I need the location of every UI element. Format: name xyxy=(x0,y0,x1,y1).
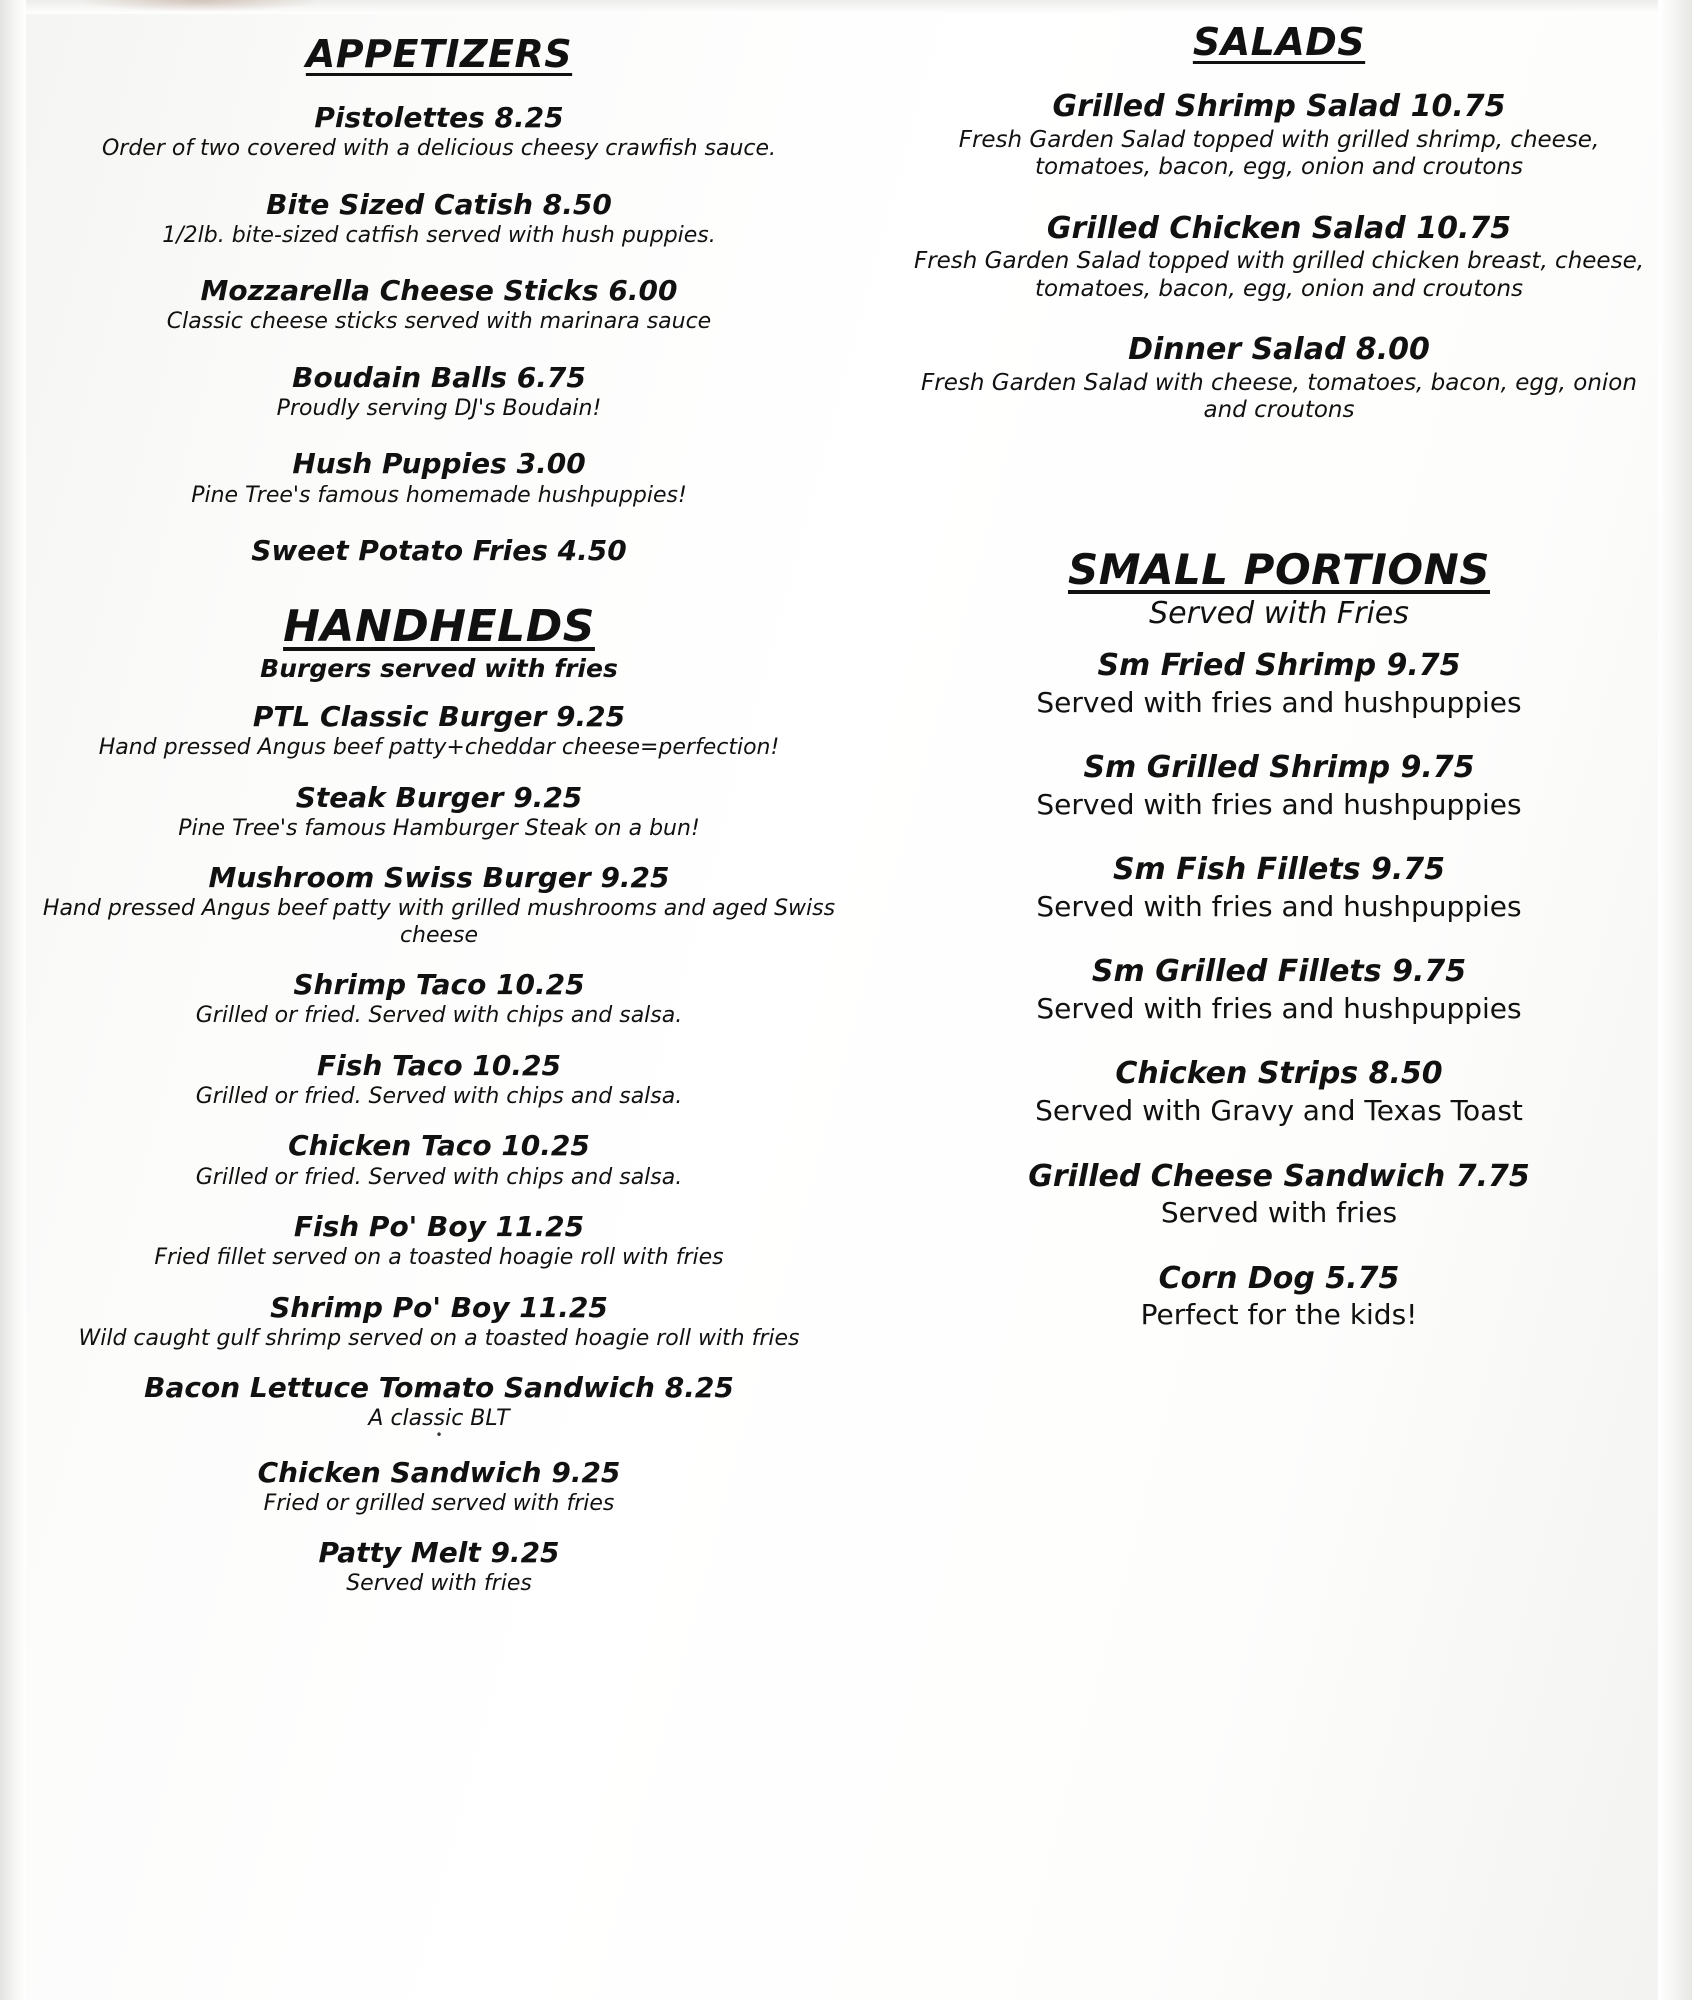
item-description: Served with fries xyxy=(346,1571,532,1597)
menu-item xyxy=(906,1057,1652,1127)
item-description: Fried fillet served on a toasted hoagie roll with fries xyxy=(154,1245,724,1271)
item-name: Mozzarella Cheese Sticks 6.00 xyxy=(200,274,678,308)
item-description: Fried or grilled served with fries xyxy=(263,1490,615,1516)
menu-item xyxy=(906,1262,1652,1332)
menu-item xyxy=(36,782,842,843)
menu-item xyxy=(36,448,842,509)
item-description: Hand pressed Angus beef patty+cheddar cheese=perfection! xyxy=(98,735,780,761)
menu-item xyxy=(906,90,1652,182)
item-description: Grilled or fried. Served with chips and salsa. xyxy=(195,1083,683,1109)
item-name: Chicken Sandwich 9.25 xyxy=(257,1455,621,1489)
item-name: Bite Sized Catish 8.50 xyxy=(266,187,612,221)
menu-item xyxy=(906,333,1652,425)
menu-item xyxy=(906,751,1652,821)
item-name: Shrimp Taco 10.25 xyxy=(293,968,585,1002)
menu-item xyxy=(906,853,1652,923)
menu-item xyxy=(36,1050,842,1111)
appetizers-heading: APPETIZERS xyxy=(305,32,573,76)
item-description: Pine Tree's famous Hamburger Steak on a bun! xyxy=(178,815,700,841)
menu-item xyxy=(906,212,1652,304)
item-description: Served with fries and hushpuppies xyxy=(1036,787,1522,821)
menu-item xyxy=(36,862,842,949)
item-name: Sm Grilled Fillets 9.75 xyxy=(1091,954,1467,990)
item-description: Classic cheese sticks served with marinara sauce xyxy=(166,309,712,335)
item-name: Sm Fried Shrimp 9.75 xyxy=(1097,648,1461,684)
item-description: Served with fries and hushpuppies xyxy=(1036,685,1522,719)
item-description: Grilled or fried. Served with chips and salsa. xyxy=(195,1003,683,1029)
item-name: Fish Po' Boy 11.25 xyxy=(293,1209,585,1243)
item-description: Order of two covered with a delicious cheesy crawfish sauce. xyxy=(101,136,777,162)
item-name: Steak Burger 9.25 xyxy=(295,780,583,814)
section-salads xyxy=(906,20,1652,425)
menu-item xyxy=(36,275,842,336)
item-name: Bacon Lettuce Tomato Sandwich 8.25 xyxy=(144,1371,734,1405)
item-description: Served with fries and hushpuppies xyxy=(1036,991,1522,1025)
item-name: Hush Puppies 3.00 xyxy=(292,447,586,481)
item-name: Grilled Shrimp Salad 10.75 xyxy=(1052,89,1506,124)
menu-item xyxy=(36,701,842,762)
small-portions-heading: SMALL PORTIONS xyxy=(1067,545,1491,595)
handhelds-subtitle: Burgers served with fries xyxy=(260,654,618,684)
menu-item xyxy=(906,649,1652,719)
handhelds-heading: HANDHELDS xyxy=(283,601,595,653)
item-name: Sm Grilled Shrimp 9.75 xyxy=(1083,750,1475,786)
item-name: Mushroom Swiss Burger 9.25 xyxy=(208,861,670,895)
item-description: Wild caught gulf shrimp served on a toasted hoagie roll with fries xyxy=(78,1325,800,1351)
item-description: Perfect for the kids! xyxy=(1140,1298,1418,1332)
menu-item xyxy=(36,1457,842,1518)
item-description: Served with fries xyxy=(1160,1196,1398,1230)
menu-item xyxy=(36,189,842,250)
item-description: Served with Gravy and Texas Toast xyxy=(1035,1093,1523,1127)
salads-heading: SALADS xyxy=(1192,20,1366,64)
menu-item xyxy=(36,535,842,567)
item-name: Corn Dog 5.75 xyxy=(1158,1260,1400,1296)
item-description: Grilled or fried. Served with chips and salsa. xyxy=(195,1164,683,1190)
menu-item xyxy=(36,1371,842,1442)
menu-item xyxy=(36,1537,842,1598)
item-name: Fish Taco 10.25 xyxy=(317,1048,561,1082)
item-description: Fresh Garden Salad topped with grilled chicken breast, cheese, tomatoes, bacon, egg, onion and croutons xyxy=(913,248,1645,302)
item-name: Sm Fish Fillets 9.75 xyxy=(1112,852,1446,888)
item-name: Boudain Balls 6.75 xyxy=(292,360,586,394)
item-description: Hand pressed Angus beef patty with grilled mushrooms and aged Swiss cheese xyxy=(42,896,836,948)
item-description: Proudly serving DJ's Boudain! xyxy=(276,395,602,421)
item-name: Pistolettes 8.25 xyxy=(314,101,564,134)
item-description: Served with fries and hushpuppies xyxy=(1036,889,1522,923)
right-column xyxy=(880,0,1692,2000)
item-description: Fresh Garden Salad with cheese, tomatoes, bacon, egg, onion and croutons xyxy=(921,369,1637,424)
item-name: Patty Melt 9.25 xyxy=(318,1536,560,1570)
menu-item xyxy=(36,362,842,423)
item-name: Chicken Strips 8.50 xyxy=(1115,1056,1443,1092)
section-handhelds xyxy=(36,601,842,1598)
item-description: 1/2lb. bite-sized catfish served with hush puppies. xyxy=(162,222,716,248)
item-name: Chicken Taco 10.25 xyxy=(288,1129,590,1163)
item-name: Grilled Cheese Sandwich 7.75 xyxy=(1028,1158,1530,1194)
menu-item xyxy=(36,102,842,163)
item-name: PTL Classic Burger 9.25 xyxy=(252,700,626,734)
menu-item xyxy=(906,955,1652,1025)
item-name: Grilled Chicken Salad 10.75 xyxy=(1046,210,1512,246)
menu-item xyxy=(906,1160,1652,1230)
item-name: Sweet Potato Fries 4.50 xyxy=(251,533,627,567)
item-name: Dinner Salad 8.00 xyxy=(1128,332,1430,368)
ink-mark: • xyxy=(435,1427,443,1442)
item-description: Pine Tree's famous homemade hushpuppies! xyxy=(191,482,687,508)
section-appetizers xyxy=(36,32,842,567)
menu-item xyxy=(36,1130,842,1191)
menu-item xyxy=(36,1292,842,1353)
item-description: Fresh Garden Salad topped with grilled shrimp, cheese, tomatoes, bacon, egg, onion and croutons xyxy=(958,126,1600,181)
item-description: A classic BLT xyxy=(368,1406,510,1432)
section-small-portions xyxy=(906,545,1652,1332)
small-portions-subtitle: Served with Fries xyxy=(1149,596,1409,632)
menu-item xyxy=(36,969,842,1030)
item-name: Shrimp Po' Boy 11.25 xyxy=(270,1290,608,1324)
menu-item xyxy=(36,1211,842,1272)
